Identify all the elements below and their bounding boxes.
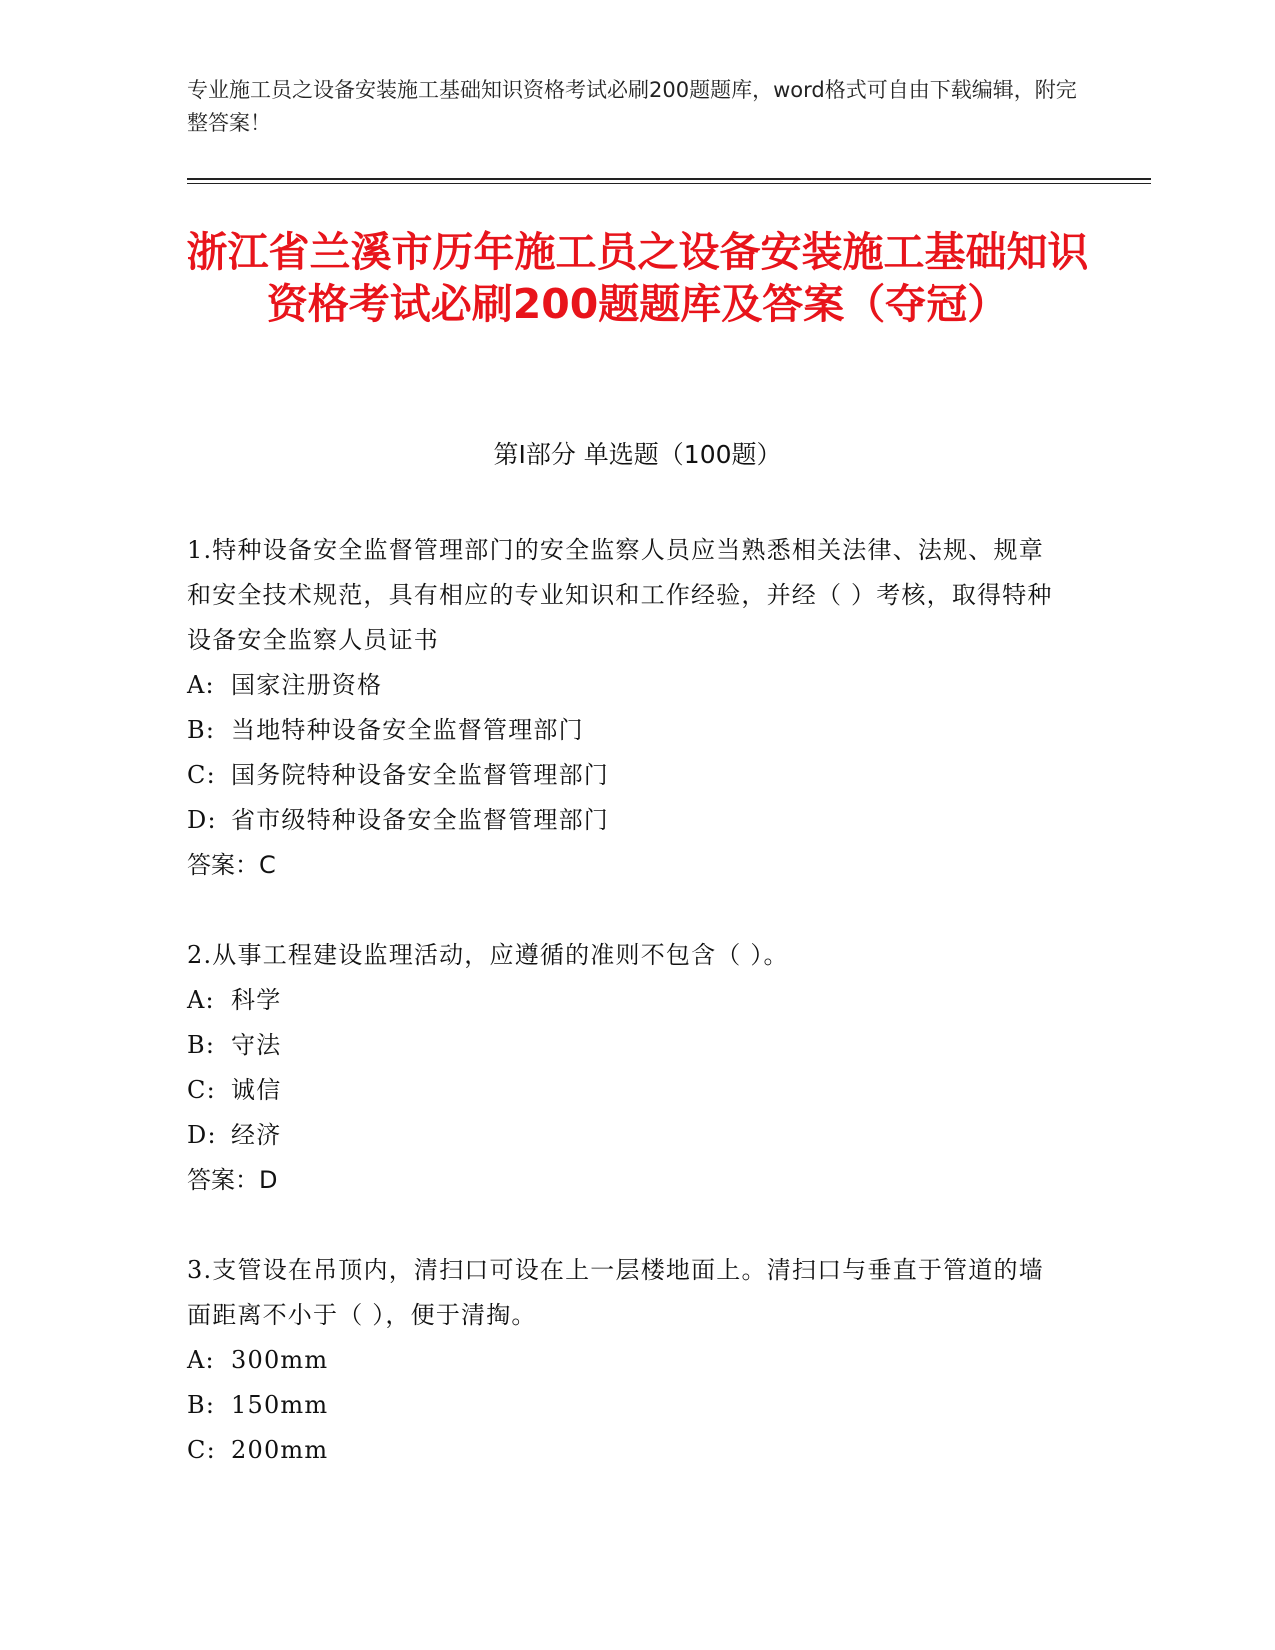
- option-text: 经济: [231, 1121, 282, 1149]
- answer-label: 答案：: [187, 851, 259, 879]
- option-key: B:: [187, 1031, 216, 1059]
- question-2: [187, 933, 1067, 1203]
- option-c: [187, 1068, 1067, 1113]
- header-note: 专业施工员之设备安装施工基础知识资格考试必刷200题题库，word格式可自由下载编辑，附完整答案！: [187, 78, 1077, 135]
- option-b: [187, 708, 1067, 753]
- answer-label: 答案：: [187, 1166, 259, 1194]
- question-1: [187, 528, 1067, 888]
- option-b: [187, 1383, 1067, 1428]
- option-key: C:: [187, 1436, 216, 1464]
- option-text: 300mm: [231, 1346, 329, 1374]
- answer-line: [187, 843, 1067, 888]
- option-a: [187, 1338, 1067, 1383]
- option-text: 国家注册资格: [231, 671, 383, 699]
- answer-value: D: [259, 1166, 278, 1194]
- option-c: [187, 753, 1067, 798]
- question-stem: 3.支管设在吊顶内，清扫口可设在上一层楼地面上。清扫口与垂直于管道的墙面距离不小于（ ），便于清掏。: [187, 1256, 1044, 1329]
- option-text: 国务院特种设备安全监督管理部门: [231, 761, 609, 789]
- option-text: 150mm: [231, 1391, 329, 1419]
- option-key: C:: [187, 1076, 216, 1104]
- option-key: A:: [187, 671, 215, 699]
- question-list: [187, 528, 1067, 1473]
- option-c: [187, 1428, 1067, 1473]
- option-key: D:: [187, 806, 217, 834]
- question-spacer: [187, 888, 1067, 933]
- option-d: [187, 1113, 1067, 1158]
- option-text: 省市级特种设备安全监督管理部门: [231, 806, 609, 834]
- answer-line: [187, 1158, 1067, 1203]
- question-stem: 2.从事工程建设监理活动，应遵循的准则不包含（ ）。: [187, 941, 789, 969]
- question-spacer: [187, 1203, 1067, 1248]
- option-d: [187, 798, 1067, 843]
- header-divider-thick: [187, 178, 1151, 180]
- option-key: B:: [187, 1391, 216, 1419]
- option-key: B:: [187, 716, 216, 744]
- option-a: [187, 663, 1067, 708]
- option-key: D:: [187, 1121, 217, 1149]
- header-divider-thin: [187, 183, 1151, 184]
- answer-value: C: [259, 851, 276, 879]
- option-key: C:: [187, 761, 216, 789]
- option-b: [187, 1023, 1067, 1068]
- section-heading: 第I部分 单选题（100题）: [493, 440, 782, 469]
- question-3: [187, 1248, 1067, 1473]
- option-text: 200mm: [231, 1436, 329, 1464]
- option-key: A:: [187, 986, 215, 1014]
- option-text: 科学: [231, 986, 282, 1014]
- option-text: 诚信: [231, 1076, 282, 1104]
- option-text: 当地特种设备安全监督管理部门: [231, 716, 584, 744]
- option-text: 守法: [231, 1031, 282, 1059]
- option-a: [187, 978, 1067, 1023]
- option-key: A:: [187, 1346, 215, 1374]
- document-title: 浙江省兰溪市历年施工员之设备安装施工基础知识资格考试必刷200题题库及答案（夺冠）: [186, 228, 1089, 328]
- question-stem: 1.特种设备安全监督管理部门的安全监察人员应当熟悉相关法律、法规、规章和安全技术规范，具有相应的专业知识和工作经验，并经（ ）考核，取得特种设备安全监察人员证书: [187, 536, 1053, 654]
